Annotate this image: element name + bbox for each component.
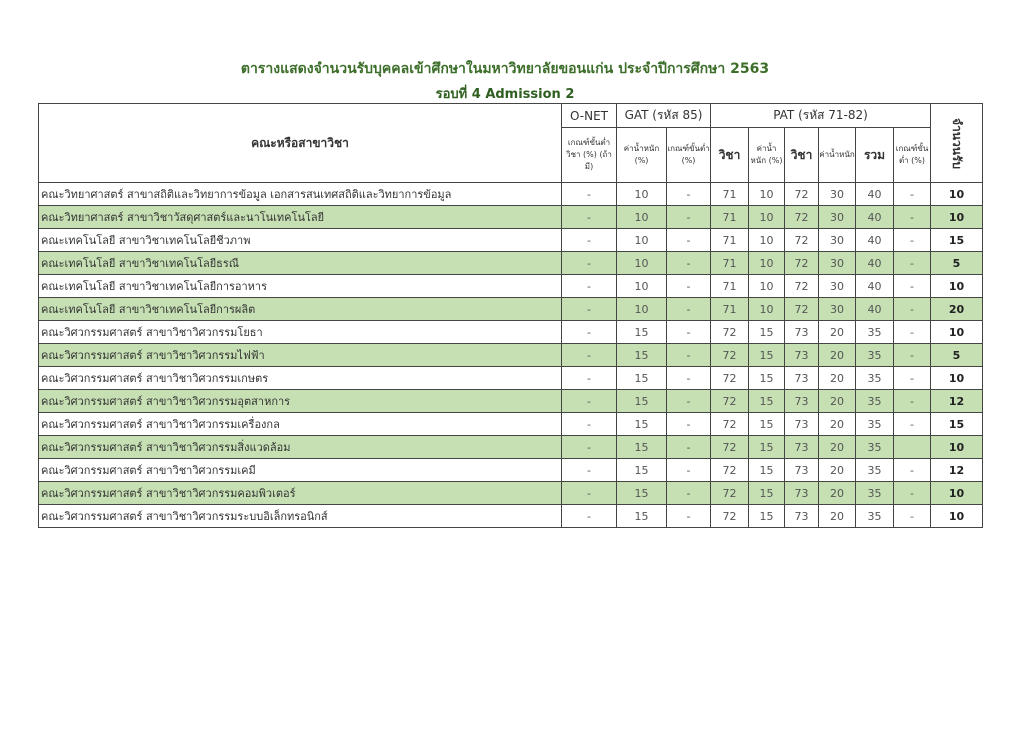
table-row: [39, 367, 983, 390]
table-row: [39, 183, 983, 206]
cell-gat-weight: 15: [617, 344, 667, 367]
cell-count: 10: [931, 183, 983, 206]
table-row: [39, 275, 983, 298]
cell-onet-min: -: [562, 229, 617, 252]
cell-count: 5: [931, 252, 983, 275]
cell-gat-weight: 15: [617, 390, 667, 413]
header-gat-weight: ค่าน้ำหนัก (%): [617, 128, 667, 183]
cell-pat-total: 35: [856, 321, 894, 344]
header-count: [931, 104, 983, 183]
cell-gat-min: -: [667, 390, 711, 413]
cell-pat-min: -: [894, 229, 931, 252]
cell-pat-subject-1: 71: [711, 183, 749, 206]
cell-program-name: คณะวิศวกรรมศาสตร์ สาขาวิชาวิศวกรรมเคมี: [39, 459, 562, 482]
cell-pat-subject-1: 72: [711, 459, 749, 482]
cell-count: 10: [931, 206, 983, 229]
cell-pat-weight-2: 30: [819, 252, 856, 275]
admission-table: [38, 103, 983, 528]
cell-pat-weight-2: 20: [819, 321, 856, 344]
table-row: [39, 344, 983, 367]
cell-pat-subject-2: 73: [785, 505, 819, 528]
cell-pat-weight-1: 15: [749, 344, 785, 367]
cell-count: 20: [931, 298, 983, 321]
cell-gat-weight: 15: [617, 436, 667, 459]
cell-pat-min: -: [894, 321, 931, 344]
cell-gat-min: -: [667, 183, 711, 206]
cell-pat-subject-1: 71: [711, 252, 749, 275]
cell-pat-weight-2: 20: [819, 482, 856, 505]
cell-pat-weight-2: 20: [819, 367, 856, 390]
cell-pat-weight-1: 10: [749, 183, 785, 206]
cell-program-name: คณะเทคโนโลยี สาขาวิชาเทคโนโลยีการผลิต: [39, 298, 562, 321]
cell-program-name: คณะวิศวกรรมศาสตร์ สาขาวิชาวิศวกรรมอุตสาหการ: [39, 390, 562, 413]
cell-onet-min: -: [562, 390, 617, 413]
cell-pat-weight-1: 15: [749, 505, 785, 528]
table-row: [39, 459, 983, 482]
cell-gat-weight: 10: [617, 298, 667, 321]
document-subtitle: รอบที่ 4 Admission 2: [435, 87, 575, 102]
cell-gat-weight: 15: [617, 367, 667, 390]
cell-gat-min: -: [667, 367, 711, 390]
cell-gat-min: -: [667, 505, 711, 528]
document-title: ตารางแสดงจำนวนรับบุคคลเข้าศึกษาในมหาวิทยาลัยขอนแก่น ประจำปีการศึกษา 2563: [240, 61, 770, 77]
cell-onet-min: -: [562, 413, 617, 436]
cell-pat-subject-2: 73: [785, 459, 819, 482]
cell-onet-min: -: [562, 505, 617, 528]
cell-pat-subject-1: 72: [711, 344, 749, 367]
cell-pat-total: 35: [856, 436, 894, 459]
cell-gat-min: -: [667, 206, 711, 229]
cell-pat-subject-2: 73: [785, 413, 819, 436]
cell-pat-subject-2: 73: [785, 482, 819, 505]
cell-gat-weight: 15: [617, 321, 667, 344]
table-row: [39, 482, 983, 505]
cell-gat-weight: 10: [617, 206, 667, 229]
cell-pat-subject-2: 73: [785, 436, 819, 459]
cell-gat-min: -: [667, 321, 711, 344]
cell-pat-weight-2: 20: [819, 459, 856, 482]
cell-pat-subject-1: 72: [711, 482, 749, 505]
cell-pat-total: 40: [856, 275, 894, 298]
header-gat-min: เกณฑ์ขั้นต่ำ (%): [667, 128, 711, 183]
cell-pat-total: 35: [856, 413, 894, 436]
cell-pat-weight-1: 10: [749, 298, 785, 321]
cell-pat-total: 35: [856, 367, 894, 390]
header-onet-min: เกณฑ์ขั้นต่ำวิชา (%) (ถ้ามี): [562, 128, 617, 183]
cell-pat-weight-2: 30: [819, 183, 856, 206]
cell-count: 12: [931, 459, 983, 482]
cell-pat-min: [894, 436, 931, 459]
cell-pat-weight-1: 15: [749, 367, 785, 390]
table-row: [39, 229, 983, 252]
cell-pat-subject-2: 73: [785, 321, 819, 344]
cell-pat-subject-1: 71: [711, 206, 749, 229]
cell-pat-min: -: [894, 275, 931, 298]
header-pat-subject-2: วิชา: [785, 128, 819, 183]
cell-pat-total: 35: [856, 344, 894, 367]
cell-gat-weight: 10: [617, 183, 667, 206]
cell-pat-weight-1: 10: [749, 206, 785, 229]
cell-pat-subject-1: 72: [711, 436, 749, 459]
cell-gat-weight: 10: [617, 229, 667, 252]
cell-program-name: คณะวิศวกรรมศาสตร์ สาขาวิชาวิศวกรรมระบบอิเล็กทรอนิกส์: [39, 505, 562, 528]
cell-program-name: คณะวิศวกรรมศาสตร์ สาขาวิชาวิศวกรรมโยธา: [39, 321, 562, 344]
cell-onet-min: -: [562, 344, 617, 367]
cell-onet-min: -: [562, 206, 617, 229]
header-onet: O-NET: [562, 104, 617, 128]
cell-count: 10: [931, 275, 983, 298]
cell-onet-min: -: [562, 367, 617, 390]
cell-pat-min: -: [894, 183, 931, 206]
cell-pat-subject-2: 72: [785, 252, 819, 275]
cell-pat-min: -: [894, 390, 931, 413]
cell-program-name: คณะวิทยาศาสตร์ สาขาวิชาวัสดุศาสตร์และนาโนเทคโนโลยี: [39, 206, 562, 229]
cell-pat-subject-2: 72: [785, 298, 819, 321]
cell-pat-subject-1: 72: [711, 321, 749, 344]
cell-gat-min: -: [667, 459, 711, 482]
table-row: [39, 252, 983, 275]
cell-pat-subject-1: 72: [711, 367, 749, 390]
cell-pat-subject-2: 72: [785, 206, 819, 229]
cell-pat-total: 35: [856, 505, 894, 528]
cell-pat-weight-2: 20: [819, 436, 856, 459]
cell-pat-weight-2: 30: [819, 229, 856, 252]
cell-pat-weight-1: 10: [749, 229, 785, 252]
cell-count: 5: [931, 344, 983, 367]
cell-onet-min: -: [562, 482, 617, 505]
cell-program-name: คณะเทคโนโลยี สาขาวิชาเทคโนโลยีชีวภาพ: [39, 229, 562, 252]
cell-gat-min: -: [667, 344, 711, 367]
cell-pat-total: 40: [856, 206, 894, 229]
cell-program-name: คณะเทคโนโลยี สาขาวิชาเทคโนโลยีการอาหาร: [39, 275, 562, 298]
cell-pat-weight-2: 30: [819, 275, 856, 298]
header-pat-subject-1: วิชา: [711, 128, 749, 183]
cell-pat-min: -: [894, 459, 931, 482]
cell-pat-weight-1: 15: [749, 482, 785, 505]
cell-pat-subject-2: 73: [785, 390, 819, 413]
cell-program-name: คณะวิทยาศาสตร์ สาขาสถิติและวิทยาการข้อมูล เอกสารสนเทศสถิติและวิทยาการข้อมูล: [39, 183, 562, 206]
cell-pat-weight-1: 15: [749, 390, 785, 413]
cell-pat-total: 40: [856, 183, 894, 206]
cell-gat-min: -: [667, 252, 711, 275]
cell-pat-subject-1: 72: [711, 390, 749, 413]
cell-count: 15: [931, 413, 983, 436]
cell-pat-subject-1: 71: [711, 229, 749, 252]
cell-pat-subject-2: 72: [785, 183, 819, 206]
cell-gat-weight: 15: [617, 482, 667, 505]
cell-pat-min: -: [894, 482, 931, 505]
cell-pat-subject-1: 71: [711, 298, 749, 321]
header-pat-weight-1: ค่าน้ำหนัก (%): [749, 128, 785, 183]
cell-pat-weight-1: 15: [749, 321, 785, 344]
cell-gat-weight: 15: [617, 413, 667, 436]
cell-count: 10: [931, 367, 983, 390]
cell-pat-total: 35: [856, 390, 894, 413]
cell-pat-weight-2: 20: [819, 505, 856, 528]
cell-onet-min: -: [562, 252, 617, 275]
cell-gat-min: -: [667, 436, 711, 459]
cell-pat-weight-1: 10: [749, 252, 785, 275]
cell-pat-weight-1: 15: [749, 436, 785, 459]
cell-count: 10: [931, 482, 983, 505]
table-row: [39, 206, 983, 229]
cell-onet-min: -: [562, 183, 617, 206]
cell-pat-total: 35: [856, 482, 894, 505]
cell-gat-min: -: [667, 275, 711, 298]
table-row: [39, 321, 983, 344]
cell-program-name: คณะวิศวกรรมศาสตร์ สาขาวิชาวิศวกรรมสิ่งแวดล้อม: [39, 436, 562, 459]
header-pat-total: รวม: [856, 128, 894, 183]
cell-pat-weight-1: 15: [749, 459, 785, 482]
cell-pat-min: -: [894, 206, 931, 229]
cell-count: 15: [931, 229, 983, 252]
cell-program-name: คณะวิศวกรรมศาสตร์ สาขาวิชาวิศวกรรมไฟฟ้า: [39, 344, 562, 367]
cell-pat-subject-2: 73: [785, 367, 819, 390]
cell-pat-min: -: [894, 413, 931, 436]
table-row: [39, 298, 983, 321]
cell-pat-total: 40: [856, 298, 894, 321]
cell-pat-subject-2: 73: [785, 344, 819, 367]
cell-pat-min: -: [894, 298, 931, 321]
cell-gat-min: -: [667, 413, 711, 436]
cell-pat-total: 40: [856, 229, 894, 252]
cell-pat-total: 40: [856, 252, 894, 275]
cell-pat-weight-1: 15: [749, 413, 785, 436]
table-row: [39, 390, 983, 413]
cell-pat-weight-2: 20: [819, 390, 856, 413]
header-pat-min: เกณฑ์ขั้นต่ำ (%): [894, 128, 931, 183]
cell-program-name: คณะวิศวกรรมศาสตร์ สาขาวิชาวิศวกรรมคอมพิวเตอร์: [39, 482, 562, 505]
cell-pat-weight-2: 20: [819, 344, 856, 367]
cell-pat-subject-2: 72: [785, 275, 819, 298]
cell-count: 10: [931, 505, 983, 528]
cell-pat-min: -: [894, 252, 931, 275]
cell-pat-subject-1: 72: [711, 413, 749, 436]
cell-onet-min: -: [562, 321, 617, 344]
cell-count: 10: [931, 321, 983, 344]
cell-pat-total: 35: [856, 459, 894, 482]
cell-gat-weight: 15: [617, 505, 667, 528]
cell-pat-min: -: [894, 367, 931, 390]
cell-gat-weight: 10: [617, 252, 667, 275]
cell-pat-weight-1: 10: [749, 275, 785, 298]
cell-pat-subject-2: 72: [785, 229, 819, 252]
header-gat: GAT (รหัส 85): [617, 104, 711, 128]
cell-program-name: คณะวิศวกรรมศาสตร์ สาขาวิชาวิศวกรรมเกษตร: [39, 367, 562, 390]
cell-pat-min: -: [894, 344, 931, 367]
cell-gat-min: -: [667, 482, 711, 505]
cell-pat-weight-2: 20: [819, 413, 856, 436]
cell-gat-min: -: [667, 229, 711, 252]
header-pat: PAT (รหัส 71-82): [711, 104, 931, 128]
header-name: คณะหรือสาขาวิชา: [39, 104, 562, 183]
cell-onet-min: -: [562, 459, 617, 482]
cell-pat-subject-1: 72: [711, 505, 749, 528]
cell-pat-weight-2: 30: [819, 206, 856, 229]
cell-gat-weight: 15: [617, 459, 667, 482]
cell-pat-subject-1: 71: [711, 275, 749, 298]
cell-onet-min: -: [562, 275, 617, 298]
cell-count: 12: [931, 390, 983, 413]
table-row: [39, 436, 983, 459]
cell-program-name: คณะเทคโนโลยี สาขาวิชาเทคโนโลยีธรณี: [39, 252, 562, 275]
cell-count: 10: [931, 436, 983, 459]
header-pat-weight-2: ค่าน้ำหนัก: [819, 128, 856, 183]
table-row: [39, 413, 983, 436]
cell-onet-min: -: [562, 298, 617, 321]
cell-gat-min: -: [667, 298, 711, 321]
cell-onet-min: -: [562, 436, 617, 459]
cell-pat-weight-2: 30: [819, 298, 856, 321]
cell-pat-min: -: [894, 505, 931, 528]
cell-gat-weight: 10: [617, 275, 667, 298]
header-count-label: จำนวนรับ: [949, 117, 964, 169]
cell-program-name: คณะวิศวกรรมศาสตร์ สาขาวิชาวิศวกรรมเครื่องกล: [39, 413, 562, 436]
table-row: [39, 505, 983, 528]
